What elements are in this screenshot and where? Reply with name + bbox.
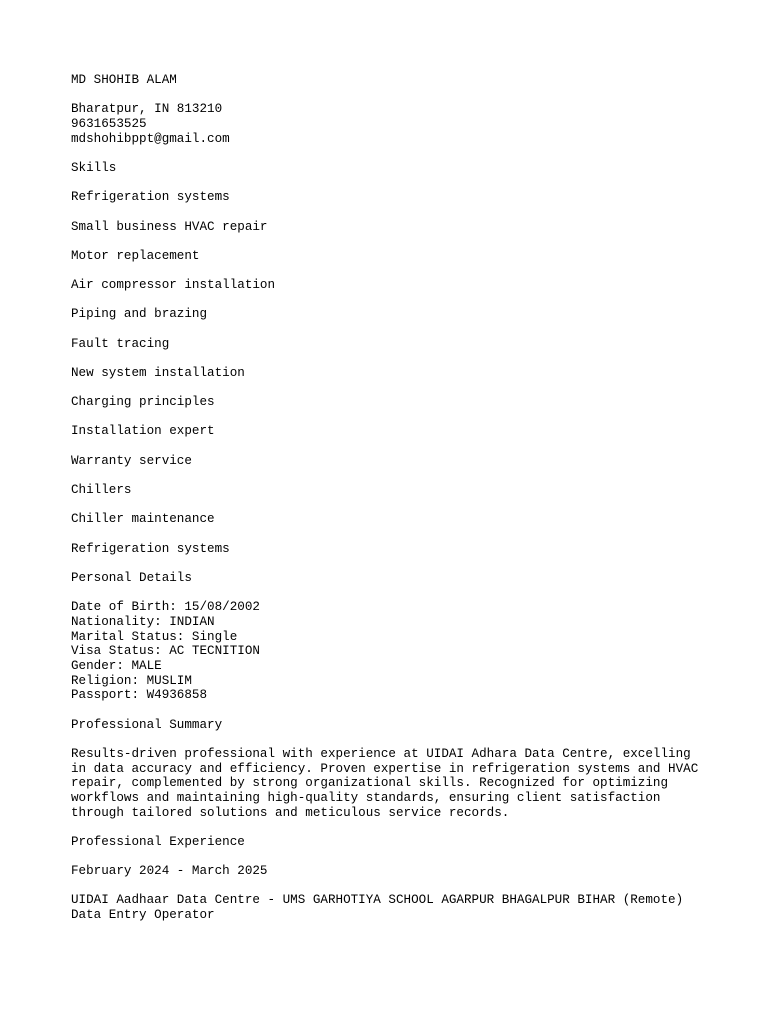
skill-item-text: Chillers [71,483,132,498]
skill-item-text: Refrigeration systems [71,190,230,205]
summary-line: workflows and maintaining high-quality standards, ensuring client satisfaction [71,790,661,805]
summary-line: through tailored solutions and meticulous service records. [71,805,510,820]
summary-line: in data accuracy and efficiency. Proven expertise in refrigeration systems and HVAC [71,761,699,776]
skill-item [71,337,751,352]
skills-heading-block [71,161,751,176]
personal-detail-line: Nationality: INDIAN [71,614,215,629]
personal-detail-line: Visa Status: AC TECNITION [71,644,260,659]
experience-heading-block [71,835,751,850]
personal-detail-line: Marital Status: Single [71,629,238,644]
contact-phone: 9631653525 [71,116,147,131]
skill-item [71,512,751,527]
skill-item [71,483,751,498]
personal-detail-line: Passport: W4936858 [71,688,208,703]
skill-item-text: Piping and brazing [71,307,208,322]
name-block [71,73,751,88]
summary-heading-block [71,718,751,733]
professional-summary-heading: Professional Summary [71,717,223,732]
personal-details-heading: Personal Details [71,570,192,585]
skill-item-text: Fault tracing [71,336,170,351]
personal-detail-line: Religion: MUSLIM [71,673,192,688]
skill-item-text: Warranty service [71,453,192,468]
skill-item [71,424,751,439]
contact-block [71,102,751,146]
skill-item-text: Small business HVAC repair [71,219,268,234]
professional-experience-heading: Professional Experience [71,834,245,849]
skill-item [71,542,751,557]
skill-item-text: Motor replacement [71,248,200,263]
skill-item [71,454,751,469]
experience-dates: February 2024 - March 2025 [71,864,268,879]
contact-address: Bharatpur, IN 813210 [71,102,223,117]
skill-item-text: Charging principles [71,395,215,410]
skill-item-text: Installation expert [71,424,215,439]
skill-item-text: Chiller maintenance [71,512,215,527]
experience-role: Data Entry Operator [71,908,215,923]
skill-item-text: Air compressor installation [71,278,276,293]
summary-line: repair, complemented by strong organizational skills. Recognized for optimizing [71,776,669,791]
resume-page [71,73,751,937]
skill-item-text: Refrigeration systems [71,541,230,556]
experience-entry [71,893,751,922]
personal-detail-line: Date of Birth: 15/08/2002 [71,600,260,615]
summary-line: Results-driven professional with experience at UIDAI Adhara Data Centre, excelling [71,746,691,761]
candidate-name: MD SHOHIB ALAM [71,73,177,87]
skills-heading: Skills [71,160,117,175]
personal-heading-block [71,571,751,586]
skill-item [71,249,751,264]
experience-dates-block [71,864,751,879]
summary-paragraph [71,747,751,820]
experience-employer: UIDAI Aadhaar Data Centre - UMS GARHOTIYA SCHOOL AGARPUR BHAGALPUR BIHAR (Remote) [71,893,684,908]
skill-item [71,395,751,410]
contact-email: mdshohibppt@gmail.com [71,131,230,146]
personal-detail-line: Gender: MALE [71,658,162,673]
skill-item [71,307,751,322]
personal-details-block [71,600,751,703]
skill-item [71,278,751,293]
skill-item-text: New system installation [71,365,245,380]
skill-item [71,190,751,205]
skill-item [71,366,751,381]
skill-item [71,220,751,235]
